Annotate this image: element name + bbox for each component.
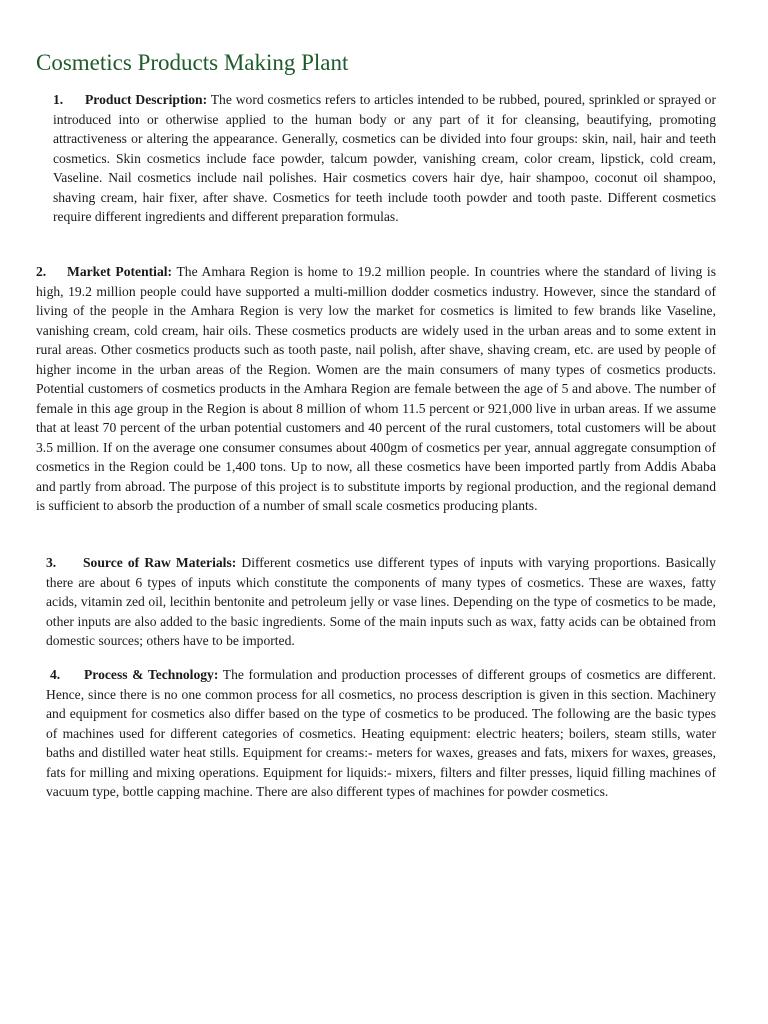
section-heading: Product Description:: [85, 92, 208, 107]
section-number: 3.: [46, 555, 57, 570]
section-number: 2.: [36, 264, 47, 279]
section-text: Different cosmetics use different types of inputs with varying proportions. Basically there are about 6 types of inputs which constitute the components of many types of cosmetics. These are waxes, fatty acids, vitamin zed oil, lecithin bentonite and petroleum jelly or vase lines. Depending on the type of cosmetics to be made, other inputs are also added to the basic ingredients. Some of the main inputs such as wax, fatty acids can be obtained from domestic sources; others have to be imported.: [46, 555, 716, 648]
section-heading: Process & Technology:: [84, 667, 219, 682]
document-title: Cosmetics Products Making Plant: [36, 50, 349, 75]
section-source-of-raw-materials: [46, 553, 716, 651]
section-market-potential: [36, 262, 716, 516]
section-text: The word cosmetics refers to articles intended to be rubbed, poured, sprinkled or sprayed or introduced into or otherwise applied to the human body or any part of it for cleansing, beautifying, promoting attractiveness or altering the appearance. Generally, cosmetics can be divided into four groups: skin, nail, hair and teeth cosmetics. Skin cosmetics include face powder, talcum powder, vanishing cream, color cream, lipstick, cold cream, Vaseline. Nail cosmetics include nail polishes. Hair cosmetics covers hair dye, hair shampoo, coconut oil shampoo, shaving cream, hair fixer, after shave. Cosmetics for teeth include tooth powder and tooth paste. Different cosmetics require different ingredients and different preparation formulas.: [53, 92, 717, 224]
section-product-description: [53, 90, 716, 227]
section-text: The Amhara Region is home to 19.2 million people. In countries where the standard of living is high, 19.2 million people could have supported a multi-million dodder cosmetics industry. However, since the standard of living of the people in the Amhara Region is very low the market for cosmetics is limited to few brands like Vaseline, vanishing cream, cold cream, hair oils. These cosmetics products are widely used in the urban areas and to some extent in rural areas. Other cosmetics products such as tooth paste, nail polish, after shave, shaving cream, etc. are used by people of higher income in the urban areas of the Region. Women are the main consumers of many types of cosmetics products. Potential customers of cosmetics products in the Amhara Region are female between the age of 5 and above. The number of female in this age group in the Region is about 8 million of whom 11.5 percent or 921,000 live in urban areas. If we assume that at least 70 percent of the urban potential customers and 40 percent of the rural customers, total customers will be about 3.5 million. If on the average one consumer consumes about 400gm of cosmetics per year, annual aggregate consumption of cosmetics in the Region could be 1,400 tons. Up to now, all these cosmetics have been imported partly from Addis Ababa and partly from abroad. The purpose of this project is to substitute imports by regional production, and the regional demand is sufficient to absorb the production of a number of small scale cosmetics producing plants.: [36, 264, 716, 513]
section-number: 4.: [50, 667, 61, 682]
section-heading: Source of Raw Materials:: [83, 555, 237, 570]
section-text: The formulation and production processes of different groups of cosmetics are different. Hence, since there is no one common process for all cosmetics, no process description is given in this section. Machinery and equipment for cosmetics also differ based on the type of cosmetics to be produced. The following are the basic types of machines used for different categories of cosmetics. Heating equipment: electric heaters; boilers, steam stills, water baths and distilled water heat stills. Equipment for creams:- meters for waxes, greases and fats, mixers for waxes, greases, fats for milling and mixing operations. Equipment for liquids:- mixers, filters and filter presses, liquid filling machines of vacuum type, bottle capping machine. There are also different types of machines for powder cosmetics.: [46, 667, 716, 799]
section-number: 1.: [53, 92, 64, 107]
section-heading: Market Potential:: [67, 264, 173, 279]
section-process-and-technology: [46, 665, 716, 802]
